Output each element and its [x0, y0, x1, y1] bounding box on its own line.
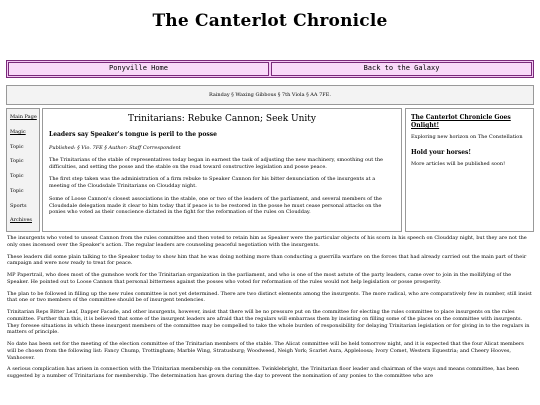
nav-back-to-galaxy-link[interactable]: Back to the Galaxy [271, 62, 532, 76]
dateline: Rainday § Waxing Gibbous § 7th Viola § AA 7FE. [6, 85, 534, 105]
navbar [6, 60, 534, 78]
sidebar-item-sports: Sports [10, 202, 27, 209]
sidebar [6, 108, 40, 232]
sidebar-item-archives[interactable]: Archives [10, 217, 32, 224]
article-subhead: Leaders say Speaker's tongue is peril to the posse [49, 131, 217, 139]
body-paragraph: These leaders did some plain talking to the Speaker today to show him that he was doing nothing more than conducting a guerrilla warfare on the forces that had already carried out the main part of their campaign and were now ready to treat for peace. [7, 253, 527, 267]
sidebar-item-magic[interactable]: Magic [10, 128, 26, 135]
right-sidebar [405, 108, 534, 232]
sidebar-item-topic: Topic [10, 187, 24, 194]
nav-ponyville-home-link[interactable]: Ponyville Home [8, 62, 269, 76]
body-paragraph: Trinitarian Reps Bitter Leaf, Dapper Facade, and other insurgents, however, insist that there will be no pressure put on the committee for electing the rules committee to place insurgents on the rules committee. Further than this, it is believed that some of the insurgent leaders are afraid that the regulars will embarrass them by insisting on filling some of the places on the committee with insurgents. They foresee situations in which these insurgent members of the committee may be compelled to take the whole burden of responsibility for delaying Trinitarian legislation or for giving in to the regulars in matters of principle. [7, 309, 530, 336]
onlight-announcement-link[interactable]: The Canterlot Chronicle Goes Onlight! [411, 114, 511, 130]
article-paragraph: The first step taken was the administration of a firm rebuke to Speaker Cannon for his bitter denunciation of the insurgents at a meeting of the Cloudsdale Trinitarians on Cloudday night. [49, 176, 376, 190]
main-article [42, 108, 402, 232]
sidebar-item-main-page[interactable]: Main Page [10, 114, 37, 120]
body-paragraph: The insurgents who voted to unseat Cannon from the rules committee and then voted to retain him as Speaker were the particular objects of his scorn in his speech on Cloudday night, but they are not the only ones incensed over the Speaker's action. The regular leaders are counseling peaceful negotiation with the insurgents. [7, 235, 527, 248]
masthead-title: The Canterlot Chronicle [152, 10, 388, 31]
sidebar-item-topic: Topic [10, 143, 24, 150]
article-headline: Trinitarians: Rebuke Cannon; Seek Unity [127, 114, 317, 124]
more-articles-note: More articles will be published soon! [411, 161, 506, 168]
body-paragraph: No date has been set for the meeting of the election committee of the Trinitarian members of the stable. The Alicat committee will be held tomorrow night, and it is expected that the four Alicat members will be chosen from the following list: Fancy Chump, Trottingham; Marble Wing, Stratusburg; Woodweed, Neigh York; Scarlet Aura, Appleloosa; Ivory Comet, Western Equestria; and Cheery Hooves, Vanhoover. [7, 341, 524, 361]
body-paragraph: MP Papertrail, who does most of the gumshoe work for the Trinitarian organization in the parliament, and who is one of the most astute of the party leaders, came over to join in the mollifying of the Speaker. He pointed out to Loose Cannon that personal bitterness against the posses who voted for reformation of the rules would not help legislation or posse prosperity. [7, 272, 512, 285]
article-body [6, 235, 534, 405]
masthead [0, 0, 540, 42]
article-paragraph: Some of Loose Cannon's closest associations in the stable, one or two of the leaders of the parliament, and several members of the Cloudsdale delegation made it clear to him today that if peace is to be restored in the posse he must cease personal attacks on the ponies who voted as their conscience dictated in the fight for the reformation of the rules on Cloudday. [49, 195, 382, 216]
body-paragraph: A serious complication has arisen in connection with the Trinitarian membership on the committee. Twinklebright, the Trinitarian floor leader and chairman of the ways and means committee, has been suggested by a number of Trinitarians for membership. The determination has grown during the day to prevent the nomination of any ponies to the committee who are [7, 366, 520, 379]
onlight-description: Exploring new horizon on The Constellation [411, 134, 523, 141]
article-paragraph: The Trinitarians of the stable of representatives today began in earnest the task of adjusting the new machinery, smoothing out the difficulties, and setting the posse and the stable on the road toward constructive legislation and posse peace. [49, 156, 383, 170]
hold-your-horses-heading: Hold your horses! [411, 148, 472, 156]
sidebar-item-topic: Topic [10, 158, 24, 165]
article-byline: Published: § Vio. 7FE § Author: Staff Correspondent [49, 145, 181, 152]
body-paragraph: The plan to be followed in filling up the new rules committee is not yet determined. There are two distinct elements among the insurgents. The more radical, who are comparatively few in number, still insist that one or two members of the committee should be of insurgent tendencies. [7, 290, 532, 304]
sidebar-item-topic: Topic [10, 173, 24, 179]
